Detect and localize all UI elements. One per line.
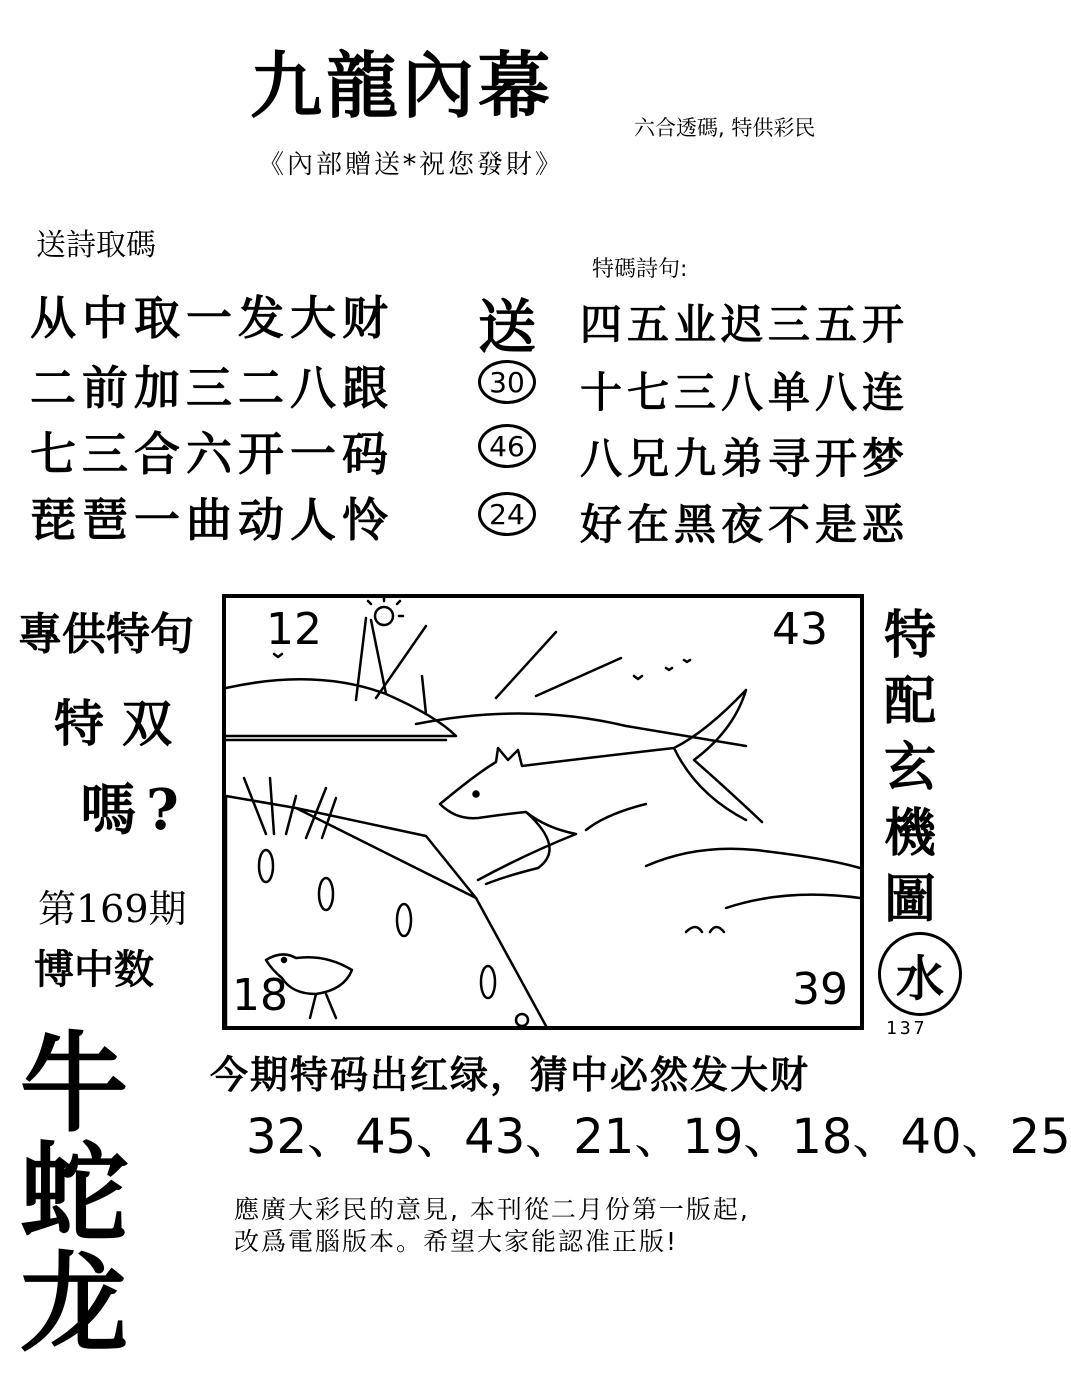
- corner-number-top-right: 43: [772, 604, 828, 655]
- circled-number: 24: [478, 492, 536, 536]
- subtitle: 《內部贈送*祝您發財》: [258, 150, 565, 180]
- bozhong-label: 博中数: [34, 946, 154, 993]
- zodiac-1: 牛: [20, 1021, 129, 1147]
- corner-number-bottom-left: 18: [232, 970, 288, 1021]
- special-sentence-label: 專供特句: [18, 609, 194, 660]
- special-poem-line-3: 八兄九弟寻开梦: [580, 434, 910, 483]
- vertical-char: 玄: [884, 737, 937, 798]
- corner-number-bottom-right: 39: [792, 964, 848, 1015]
- special-poem-line-1: 四五业迟三五开: [580, 300, 910, 349]
- corner-number-top-left: 12: [266, 604, 322, 655]
- vertical-char: 特: [884, 605, 937, 666]
- tagline: 六合透碼, 特供彩民: [634, 116, 816, 140]
- vertical-char: 配: [884, 671, 937, 732]
- hint-line-2: 嗎?: [80, 777, 189, 843]
- circled-number: 46: [478, 424, 536, 468]
- fox-landscape-illustration: [226, 598, 860, 1026]
- poem-line-3: 七三合六开一码: [30, 427, 394, 481]
- page-title: 九龍內幕: [250, 43, 555, 128]
- poem-line-2: 二前加三二八跟: [30, 361, 394, 415]
- element-code: 137: [886, 1018, 928, 1039]
- circled-number: 30: [478, 360, 536, 404]
- vertical-char: 圖: [884, 869, 937, 930]
- notice-line-1: 應廣大彩民的意見, 本刊從二月份第一版起,: [234, 1195, 750, 1224]
- notice-line-2: 改爲電腦版本。希望大家能認准正版!: [234, 1227, 679, 1256]
- special-poem-heading: 特碼詩句:: [592, 257, 688, 282]
- slogan: 今期特码出红绿，猜中必然发大财: [210, 1052, 811, 1097]
- poem-line-1: 从中取一发大财: [30, 291, 394, 345]
- zodiac-3: 龙: [20, 1241, 129, 1367]
- poem-heading: 送詩取碼: [36, 228, 156, 263]
- issue-number: 第169期: [38, 887, 187, 931]
- zodiac-2: 蛇: [20, 1131, 129, 1257]
- number-list: 32、45、43、21、19、18、40、25: [246, 1109, 1071, 1165]
- vertical-char: 機: [884, 803, 937, 864]
- special-poem-line-2: 十七三八单八连: [580, 368, 910, 417]
- element-badge: 水: [878, 932, 962, 1016]
- illustration-frame: [222, 594, 864, 1030]
- special-poem-line-4: 好在黑夜不是恶: [580, 500, 910, 549]
- send-char: 送: [478, 293, 537, 361]
- poem-line-4: 琵琶一曲动人怜: [30, 493, 394, 547]
- hint-line-1: 特双: [54, 694, 190, 753]
